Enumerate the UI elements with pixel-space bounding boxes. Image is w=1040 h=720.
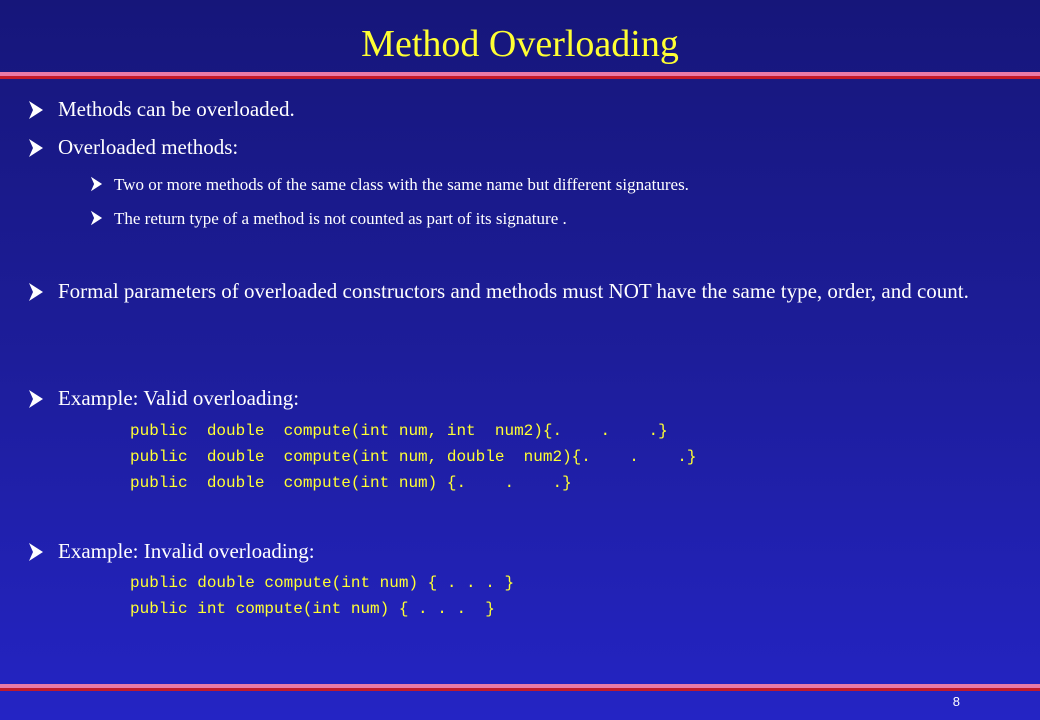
bullet-text: Methods can be overloaded. xyxy=(58,97,295,121)
invalid-code-line: public double compute(int num) { . . . } xyxy=(130,574,515,592)
bullet-text: Overloaded methods: xyxy=(58,135,239,159)
valid-code-line: public double compute(int num) {. . .} xyxy=(130,474,572,492)
page-number: 8 xyxy=(952,694,960,709)
bullet-text: Example: Invalid overloading: xyxy=(58,539,315,563)
valid-code-line: public double compute(int num, double num2){. . .} xyxy=(130,448,697,466)
bullet-text: Formal parameters of overloaded constructors and methods must NOT have the same type, order, and count. xyxy=(58,279,969,303)
bullet-item xyxy=(28,132,238,162)
sub-bullet-text: Two or more methods of the same class with the same name but different signatures. xyxy=(114,175,689,194)
bullet-text: Example: Valid overloading: xyxy=(58,386,300,410)
arrowhead-bullet-icon xyxy=(90,176,103,192)
bullet-item xyxy=(28,276,998,306)
arrowhead-bullet-icon xyxy=(28,389,44,409)
sub-bullet-text: The return type of a method is not counted as part of its signature . xyxy=(114,209,567,228)
valid-code-line: public double compute(int num, int num2){. . .} xyxy=(130,422,668,440)
sub-bullet-item xyxy=(90,172,689,198)
sub-bullet-item xyxy=(90,206,567,232)
top-divider-shadow xyxy=(0,76,1040,79)
bottom-divider-shadow xyxy=(0,688,1040,691)
slide-title: Method Overloading xyxy=(361,23,679,65)
arrowhead-bullet-icon xyxy=(28,542,44,562)
arrowhead-bullet-icon xyxy=(28,282,44,302)
arrowhead-bullet-icon xyxy=(28,100,44,120)
bullet-item xyxy=(28,383,299,413)
bullet-item xyxy=(28,536,315,566)
invalid-code-line: public int compute(int num) { . . . } xyxy=(130,600,495,618)
arrowhead-bullet-icon xyxy=(90,210,103,226)
bullet-item xyxy=(28,94,295,124)
arrowhead-bullet-icon xyxy=(28,138,44,158)
